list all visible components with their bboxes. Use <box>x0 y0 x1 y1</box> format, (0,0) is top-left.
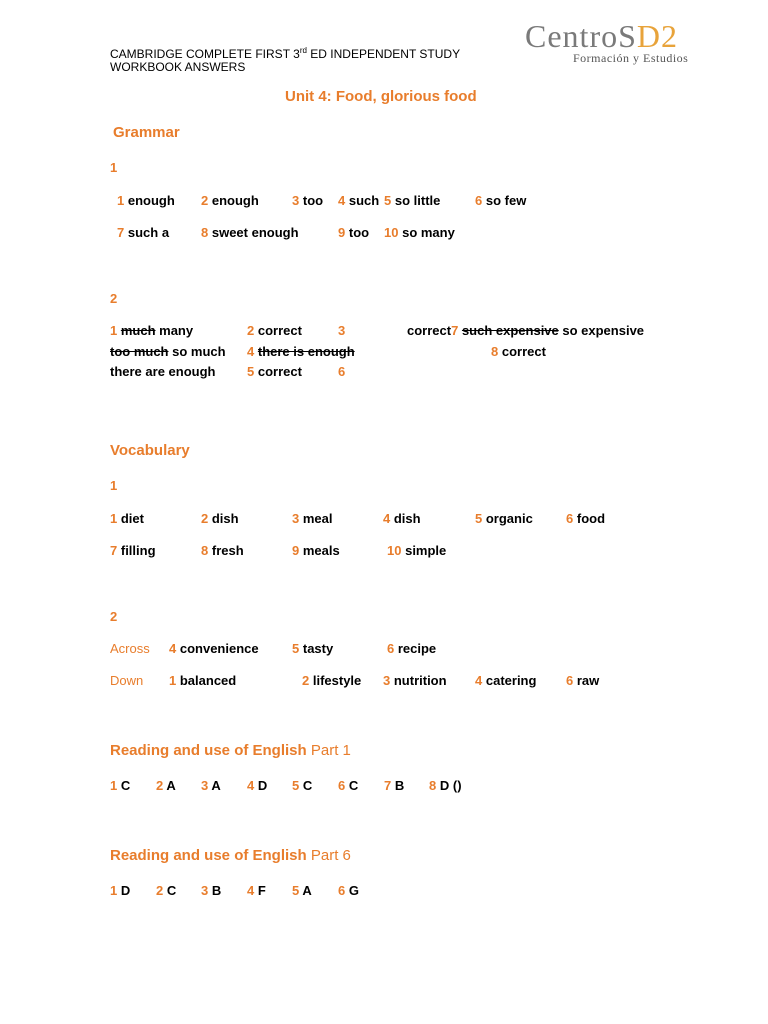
answer-item: 6 so few <box>475 193 527 208</box>
answer-item: 4 dish <box>383 511 421 526</box>
answer-item: 5 so little <box>384 193 441 208</box>
doc-header-line1-a: CAMBRIDGE COMPLETE FIRST 3 <box>110 47 300 61</box>
answer-item: 4 catering <box>475 673 537 688</box>
answer-item: 6 C <box>338 778 359 793</box>
answer-item: 3 A <box>201 778 221 793</box>
logo-wordmark-left: CentroS <box>525 18 637 54</box>
answer-item: 6 G <box>338 883 359 898</box>
answer-item: 7 such a <box>117 225 170 240</box>
answer-item: too much so much <box>110 344 226 359</box>
answer-item: 4 D <box>247 778 268 793</box>
reading-part1-heading: Reading and use of English Part 1 <box>110 742 351 759</box>
answer-item: 1 C <box>110 778 131 793</box>
answer-item: 1 enough <box>117 193 175 208</box>
down-label: Down <box>110 673 144 688</box>
answer-item: 6 recipe <box>387 641 437 656</box>
answer-item: 10 so many <box>384 225 455 240</box>
answer-item: 8 D () <box>429 778 462 793</box>
answer-item: 3 nutrition <box>383 673 447 688</box>
answer-item: 7 B <box>384 778 405 793</box>
logo-wordmark <box>525 18 688 55</box>
answer-item: 4 F <box>247 883 266 898</box>
answer-item: 10 simple <box>387 543 447 558</box>
answer-item: 6 raw <box>566 673 600 688</box>
vocabulary-heading: Vocabulary <box>110 442 190 459</box>
answer-item: 3 too <box>292 193 324 208</box>
answer-item: 2 enough <box>201 193 259 208</box>
doc-header-line2: WORKBOOK ANSWERS <box>110 60 246 74</box>
logo-wordmark-d2: D2 <box>636 18 678 54</box>
answer-item: 2 dish <box>201 511 239 526</box>
answer-item: 1 much many <box>110 323 194 338</box>
answer-item: 2 lifestyle <box>302 673 362 688</box>
answer-item: 2 correct <box>247 323 302 338</box>
answer-item: 5 correct <box>247 364 302 379</box>
unit-title: Unit 4: Food, glorious food <box>285 88 477 105</box>
grammar-heading: Grammar <box>113 124 180 141</box>
doc-header-line1-b: ED INDEPENDENT STUDY <box>306 47 461 61</box>
answer-number: 3 <box>338 323 346 338</box>
reading-part6-heading: Reading and use of English Part 6 <box>110 847 351 864</box>
answer-item: 5 A <box>292 883 312 898</box>
answer-item: 1 diet <box>110 511 144 526</box>
answer-item: 5 organic <box>475 511 533 526</box>
centros-d2-logo <box>525 18 688 66</box>
answer-item: 5 C <box>292 778 313 793</box>
grammar-ex1-number: 1 <box>110 160 118 175</box>
answer-item: 8 fresh <box>201 543 244 558</box>
answer-item: 9 too <box>338 225 370 240</box>
answer-number: 6 <box>338 364 346 379</box>
answer-item: 2 A <box>156 778 176 793</box>
answer-item: 8 correct <box>491 344 546 359</box>
answer-item: 7 filling <box>110 543 156 558</box>
answer-item: 8 sweet enough <box>201 225 299 240</box>
answer-item: 1 D <box>110 883 131 898</box>
answer-item: 5 tasty <box>292 641 334 656</box>
grammar-ex2-number: 2 <box>110 291 118 306</box>
doc-header-sup: rd <box>299 46 307 55</box>
answer-item: 1 balanced <box>169 673 237 688</box>
answer-item: 6 food <box>566 511 606 526</box>
answer-item: 2 C <box>156 883 177 898</box>
answer-item: 4 convenience <box>169 641 259 656</box>
answer-item: 4 such <box>338 193 380 208</box>
vocabulary-ex1-number: 1 <box>110 478 118 493</box>
logo-tagline: Formación y Estudios <box>573 51 689 65</box>
answer-item: correct7 such expensive so expensive <box>407 323 645 338</box>
answer-item: 3 B <box>201 883 222 898</box>
answer-item: 4 there is enough <box>247 344 355 359</box>
vocabulary-ex2-number: 2 <box>110 609 118 624</box>
answer-item: 9 meals <box>292 543 340 558</box>
answer-item: 3 meal <box>292 511 333 526</box>
across-label: Across <box>110 641 150 656</box>
answer-item: there are enough <box>110 364 216 379</box>
